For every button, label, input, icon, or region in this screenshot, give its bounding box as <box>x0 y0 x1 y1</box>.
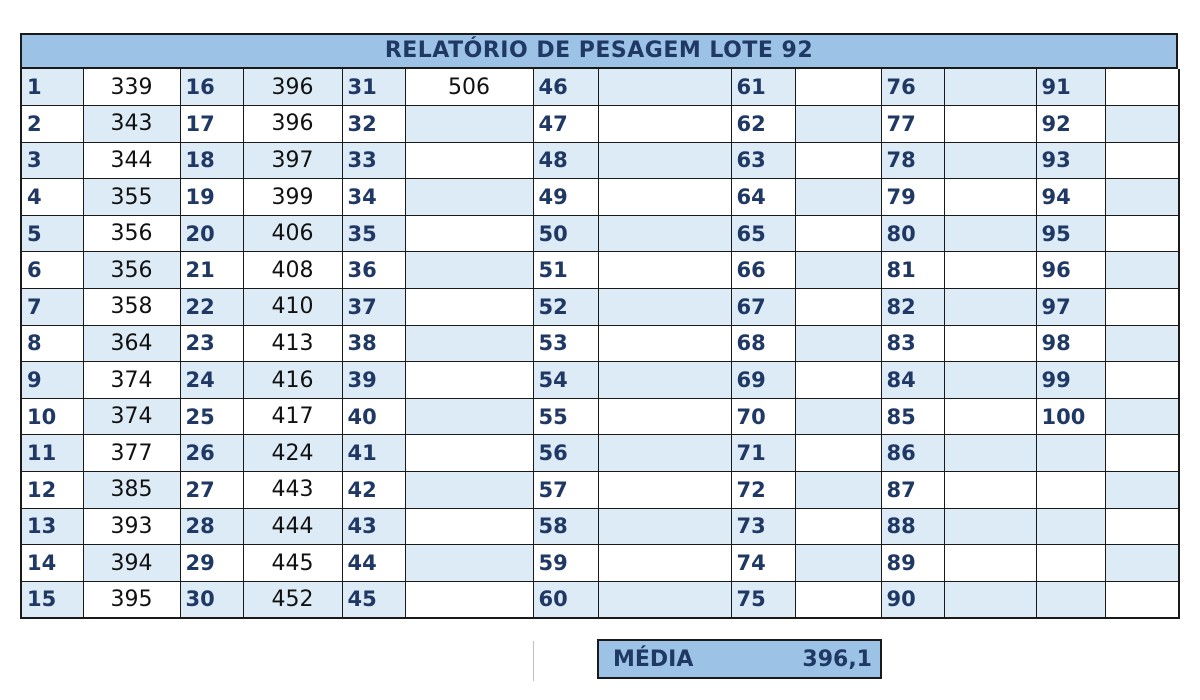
weight-cell <box>598 69 731 106</box>
row-number: 50 <box>533 215 598 252</box>
weight-cell <box>795 362 881 399</box>
weight-cell <box>795 508 881 545</box>
row-number: 39 <box>342 362 405 399</box>
weight-cell: 424 <box>243 435 342 472</box>
row-number: 76 <box>881 69 944 106</box>
row-number: 78 <box>881 142 944 179</box>
weight-cell <box>598 398 731 435</box>
weight-cell <box>598 252 731 289</box>
weight-cell <box>795 545 881 582</box>
row-number: 66 <box>731 252 795 289</box>
weight-cell <box>795 472 881 509</box>
weight-cell <box>795 69 881 106</box>
weight-cell <box>944 398 1036 435</box>
weight-cell <box>598 289 731 326</box>
weight-cell: 377 <box>83 435 180 472</box>
row-number: 80 <box>881 215 944 252</box>
weight-cell <box>795 252 881 289</box>
row-number <box>1036 545 1105 582</box>
weighing-report-sheet <box>20 33 1178 619</box>
weight-cell <box>1105 289 1179 326</box>
weight-cell <box>944 435 1036 472</box>
table-row <box>21 362 1179 399</box>
weight-cell <box>598 435 731 472</box>
row-number: 55 <box>533 398 598 435</box>
row-number: 32 <box>342 106 405 143</box>
weight-cell <box>944 215 1036 252</box>
weight-cell: 445 <box>243 545 342 582</box>
row-number: 47 <box>533 106 598 143</box>
weight-cell <box>1105 398 1179 435</box>
row-number: 48 <box>533 142 598 179</box>
average-box <box>597 639 882 679</box>
weight-cell <box>405 508 533 545</box>
row-number: 97 <box>1036 289 1105 326</box>
row-number: 81 <box>881 252 944 289</box>
row-number: 7 <box>21 289 83 326</box>
row-number: 54 <box>533 362 598 399</box>
row-number <box>1036 472 1105 509</box>
weight-cell <box>795 435 881 472</box>
row-number: 79 <box>881 179 944 216</box>
row-number: 6 <box>21 252 83 289</box>
row-number: 37 <box>342 289 405 326</box>
weight-cell <box>598 581 731 618</box>
row-number: 60 <box>533 581 598 618</box>
row-number: 22 <box>180 289 243 326</box>
row-number: 34 <box>342 179 405 216</box>
weight-cell <box>944 508 1036 545</box>
weight-cell <box>598 325 731 362</box>
row-number: 88 <box>881 508 944 545</box>
weight-cell: 356 <box>83 215 180 252</box>
weight-cell: 393 <box>83 508 180 545</box>
row-number: 9 <box>21 362 83 399</box>
weight-cell: 452 <box>243 581 342 618</box>
row-number: 4 <box>21 179 83 216</box>
row-number: 25 <box>180 398 243 435</box>
weight-cell <box>405 289 533 326</box>
table-row <box>21 435 1179 472</box>
table-row <box>21 215 1179 252</box>
row-number: 98 <box>1036 325 1105 362</box>
weight-cell <box>944 472 1036 509</box>
weight-cell <box>944 325 1036 362</box>
weight-cell <box>405 581 533 618</box>
row-number: 57 <box>533 472 598 509</box>
weight-cell <box>795 106 881 143</box>
weight-cell: 385 <box>83 472 180 509</box>
weight-cell <box>405 398 533 435</box>
weight-cell <box>405 179 533 216</box>
weight-cell: 443 <box>243 472 342 509</box>
weight-cell <box>795 325 881 362</box>
row-number: 74 <box>731 545 795 582</box>
weight-cell: 358 <box>83 289 180 326</box>
weight-cell <box>1105 179 1179 216</box>
row-number: 91 <box>1036 69 1105 106</box>
weight-cell <box>1105 435 1179 472</box>
weight-cell <box>944 69 1036 106</box>
weight-cell: 410 <box>243 289 342 326</box>
table-row <box>21 508 1179 545</box>
weight-cell <box>405 142 533 179</box>
row-number: 95 <box>1036 215 1105 252</box>
weight-cell: 394 <box>83 545 180 582</box>
weight-cell: 506 <box>405 69 533 106</box>
row-number: 40 <box>342 398 405 435</box>
row-number <box>1036 435 1105 472</box>
weight-cell <box>1105 142 1179 179</box>
row-number <box>1036 508 1105 545</box>
row-number: 93 <box>1036 142 1105 179</box>
weight-cell <box>405 545 533 582</box>
table-row <box>21 179 1179 216</box>
row-number: 70 <box>731 398 795 435</box>
weight-cell <box>405 252 533 289</box>
row-number: 75 <box>731 581 795 618</box>
weight-cell <box>795 581 881 618</box>
table-row <box>21 106 1179 143</box>
table-row <box>21 142 1179 179</box>
row-number: 10 <box>21 398 83 435</box>
row-number: 65 <box>731 215 795 252</box>
weight-cell: 374 <box>83 398 180 435</box>
weight-cell <box>598 508 731 545</box>
row-number: 5 <box>21 215 83 252</box>
weight-cell <box>1105 581 1179 618</box>
weight-cell <box>1105 508 1179 545</box>
row-number: 43 <box>342 508 405 545</box>
row-number: 86 <box>881 435 944 472</box>
row-number: 14 <box>21 545 83 582</box>
weight-cell <box>944 106 1036 143</box>
row-number: 44 <box>342 545 405 582</box>
row-number: 36 <box>342 252 405 289</box>
weight-cell: 408 <box>243 252 342 289</box>
weight-cell <box>405 472 533 509</box>
weight-cell <box>944 289 1036 326</box>
row-number: 41 <box>342 435 405 472</box>
row-number: 73 <box>731 508 795 545</box>
weight-cell: 344 <box>83 142 180 179</box>
table-row <box>21 252 1179 289</box>
weight-cell: 413 <box>243 325 342 362</box>
weight-cell <box>1105 545 1179 582</box>
weight-cell <box>944 581 1036 618</box>
weight-cell <box>598 215 731 252</box>
weight-cell <box>405 106 533 143</box>
row-number: 89 <box>881 545 944 582</box>
sheet-divider-line <box>533 641 534 681</box>
weight-cell <box>1105 362 1179 399</box>
row-number: 62 <box>731 106 795 143</box>
weight-cell: 396 <box>243 69 342 106</box>
row-number: 77 <box>881 106 944 143</box>
row-number: 30 <box>180 581 243 618</box>
weight-cell <box>405 362 533 399</box>
weight-cell <box>1105 106 1179 143</box>
weight-cell <box>405 325 533 362</box>
row-number: 1 <box>21 69 83 106</box>
row-number: 18 <box>180 142 243 179</box>
row-number: 27 <box>180 472 243 509</box>
average-value: 396,1 <box>802 646 872 672</box>
row-number: 59 <box>533 545 598 582</box>
weight-cell <box>1105 252 1179 289</box>
table-row <box>21 581 1179 618</box>
table-row <box>21 545 1179 582</box>
row-number: 53 <box>533 325 598 362</box>
row-number: 72 <box>731 472 795 509</box>
weight-cell <box>1105 472 1179 509</box>
row-number: 87 <box>881 472 944 509</box>
weight-cell: 343 <box>83 106 180 143</box>
weight-cell <box>598 362 731 399</box>
weight-cell <box>1105 215 1179 252</box>
row-number: 2 <box>21 106 83 143</box>
row-number: 13 <box>21 508 83 545</box>
row-number: 85 <box>881 398 944 435</box>
weight-cell <box>944 545 1036 582</box>
row-number: 68 <box>731 325 795 362</box>
row-number: 17 <box>180 106 243 143</box>
weight-cell: 397 <box>243 142 342 179</box>
report-title: RELATÓRIO DE PESAGEM LOTE 92 <box>20 33 1178 69</box>
weight-cell <box>795 398 881 435</box>
row-number: 99 <box>1036 362 1105 399</box>
weight-cell <box>944 179 1036 216</box>
row-number: 82 <box>881 289 944 326</box>
row-number: 12 <box>21 472 83 509</box>
row-number: 56 <box>533 435 598 472</box>
weight-cell <box>944 252 1036 289</box>
weight-cell <box>598 106 731 143</box>
row-number: 19 <box>180 179 243 216</box>
row-number: 61 <box>731 69 795 106</box>
weight-cell: 395 <box>83 581 180 618</box>
weight-cell: 374 <box>83 362 180 399</box>
row-number: 29 <box>180 545 243 582</box>
row-number: 16 <box>180 69 243 106</box>
table-row <box>21 325 1179 362</box>
row-number: 92 <box>1036 106 1105 143</box>
row-number: 42 <box>342 472 405 509</box>
row-number: 51 <box>533 252 598 289</box>
weight-cell <box>1105 69 1179 106</box>
row-number: 26 <box>180 435 243 472</box>
row-number: 49 <box>533 179 598 216</box>
weight-cell <box>1105 325 1179 362</box>
weight-cell <box>944 362 1036 399</box>
weight-cell <box>598 142 731 179</box>
weight-cell <box>795 289 881 326</box>
table-row <box>21 289 1179 326</box>
row-number: 71 <box>731 435 795 472</box>
row-number: 83 <box>881 325 944 362</box>
average-label: MÉDIA <box>613 646 694 672</box>
row-number: 28 <box>180 508 243 545</box>
table-row <box>21 69 1179 106</box>
weight-cell: 364 <box>83 325 180 362</box>
weight-cell: 416 <box>243 362 342 399</box>
weight-cell: 355 <box>83 179 180 216</box>
row-number: 20 <box>180 215 243 252</box>
weight-cell <box>598 472 731 509</box>
row-number: 100 <box>1036 398 1105 435</box>
weight-cell <box>795 215 881 252</box>
weight-cell <box>795 142 881 179</box>
row-number: 38 <box>342 325 405 362</box>
weight-cell <box>405 215 533 252</box>
row-number: 52 <box>533 289 598 326</box>
row-number: 15 <box>21 581 83 618</box>
weight-cell: 406 <box>243 215 342 252</box>
row-number: 69 <box>731 362 795 399</box>
weight-cell: 396 <box>243 106 342 143</box>
row-number: 96 <box>1036 252 1105 289</box>
row-number: 90 <box>881 581 944 618</box>
weight-cell: 399 <box>243 179 342 216</box>
row-number: 94 <box>1036 179 1105 216</box>
row-number: 35 <box>342 215 405 252</box>
weight-cell <box>598 179 731 216</box>
weight-cell <box>598 545 731 582</box>
row-number <box>1036 581 1105 618</box>
row-number: 23 <box>180 325 243 362</box>
weight-cell: 356 <box>83 252 180 289</box>
table-row <box>21 398 1179 435</box>
row-number: 21 <box>180 252 243 289</box>
row-number: 63 <box>731 142 795 179</box>
row-number: 11 <box>21 435 83 472</box>
row-number: 67 <box>731 289 795 326</box>
row-number: 3 <box>21 142 83 179</box>
weight-cell <box>405 435 533 472</box>
weight-cell: 444 <box>243 508 342 545</box>
weight-cell <box>944 142 1036 179</box>
row-number: 84 <box>881 362 944 399</box>
table-row <box>21 472 1179 509</box>
row-number: 24 <box>180 362 243 399</box>
row-number: 45 <box>342 581 405 618</box>
row-number: 64 <box>731 179 795 216</box>
row-number: 33 <box>342 142 405 179</box>
weight-cell <box>795 179 881 216</box>
weight-cell: 339 <box>83 69 180 106</box>
row-number: 46 <box>533 69 598 106</box>
weight-cell: 417 <box>243 398 342 435</box>
row-number: 31 <box>342 69 405 106</box>
row-number: 58 <box>533 508 598 545</box>
row-number: 8 <box>21 325 83 362</box>
weighing-grid <box>20 69 1180 619</box>
